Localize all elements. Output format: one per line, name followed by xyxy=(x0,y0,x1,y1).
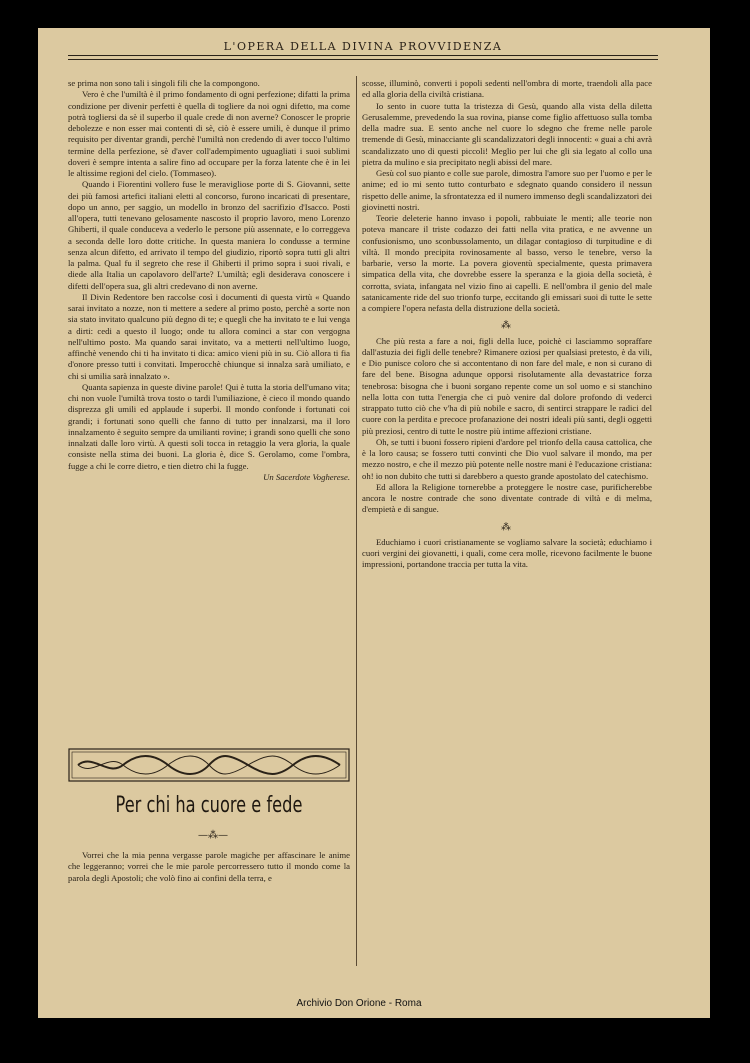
column-divider xyxy=(356,76,357,966)
paragraph: se prima non sono tali i singoli fili che la compongono. xyxy=(68,78,260,88)
paragraph: Vorrei che la mia penna vergasse parole magiche per affascinare le anime che leggeranno; vorrei che le mie parole percorressero tutto il mondo come la parola degli Apostoli; che volò fino ai confini della terra, e xyxy=(68,850,350,883)
right-column xyxy=(362,78,652,571)
paragraph: Il Divin Redentore ben raccolse così i documenti di questa virtù « Quando sarai invitato a nozze, non ti mettere a sedere al primo posto, perchè a sorte non sia stato invitato qualcuno più degno di te; e quegli che ha invitato te e lui venga a dirti: cedi a questo il luogo; onde tu allora cominci a star con vergogna nell'ultimo posto. Ma quando sarai invitato, va a metterti nell'ultimo luogo, affinchè venendo chi ti ha invitato ti dica: amico vieni più in su. Ciò allora ti fia d'onore presso tutti i convitati. Imperocchè chiunque si innalza sarà umiliato, e chi si umilia sarà innalzato ». xyxy=(68,291,350,381)
paragraph: scosse, illuminò, converti i popoli sedenti nell'ombra di morte, traendoli alla pace ed alla gloria della civiltà cristiana. xyxy=(362,78,652,100)
paragraph: Vero è che l'umiltà è il primo fondamento di ogni perfezione; difatti la prima condizione per divenir perfetti è quella di togliere da noi ogni difetto, ma come potrà togliersi da sè il superbo il quale crede di non averne? Conoscer le proprie debolezze e non esser mai contenti di sè, ciò è essere umili, è dunque il primo requisito per diventar grandi, perchè l'umiltà non credendo di aver tocco l'ultimo termine della perfezione, sè d'aver coll'adempimento uguagliati i suoi sublimi doveri è sempre intenta a salire fino ad occupare per la forza latente che è in lei le altissime regioni del cielo. (Tommaseo). xyxy=(68,89,350,178)
paragraph: Che più resta a fare a noi, figli della luce, poichè ci lasciammo sopraffare dall'astuzia dei figli delle tenebre? Rimanere oziosi per qualsiasi pretesto, è da vili, e Dio punisce coloro che si accontentano di non fare del male, e non si curano di fare del bene. Bisogna adunque opporsi risolutamente alla devastatrice forza tenebrosa: bisogna che i buoni sorgano repente come un sol uomo e si stanchino nella lotta con tutta l'energia che ci può venire dal dolore profondo di vederci strappato tutto ciò che v'ha di più nobile e sacro, di sentirci strappare le radici del cuore con la perdita e precoce profanazione dei nostri ideali più santi, degli oggetti più preziosi, centro di tutte le nostre più intime affezioni cristiane. xyxy=(362,335,652,436)
masthead-rule-thin xyxy=(68,59,658,60)
masthead-rule xyxy=(68,55,658,56)
left-column xyxy=(68,78,350,483)
paragraph: Teorie deleterie hanno invaso i popoli, rabbuiate le menti; alle teorie non poteva mancare il triste codazzo dei fatti nella vita pratica, e ne avvenne un confusionismo, uno sconbussolamento, un dilagar contagioso di turpitudine e di viltà. Il mondo precipita rovinosamente al basso, verso le tenebre, verso la barbarie, verso la morte. La povera gioventù specialmente, questa primavera simpatica della vita, che dovrebbe essere la speranza e la gioia della società, è corrotta, sviata, infangata nel vizio fino ai capelli. E nell'ombra il genio del male satanicamente ride del suo trionfo turpe, eccitando gli emissari suoi di tutte le sette a compiere l'opera nefasta della distruzione della società. xyxy=(362,213,652,313)
masthead: L'OPERA DELLA DIVINA PROVVIDENZA xyxy=(223,40,503,53)
paragraph: Ed allora la Religione tornerebbe a proteggere le nostre case, purificherebbe ancora le nostre contrade che sono diventate contrade di viltà e di melma, d'empietà e di sangue. xyxy=(362,481,652,515)
paragraph: Gesù col suo pianto e colle sue parole, dimostra l'amore suo per l'uomo e per le anime; ed io mi sento tutto conturbato e sdegnato quando considero il nessun rispetto delle anime, la sfrontatezza ed il numero immenso degli scandalizzatori dei giovinetti nostri. xyxy=(362,168,652,212)
article-body-left xyxy=(68,850,350,884)
paragraph: Quanta sapienza in queste divine parole! Qui è tutta la storia dell'umano vita; chi non vuole l'umiltà trova tosto o tardi l'umiliazione, è cieco il mondo quando disprezza gli umili ed applaude i superbi. Il mondo confonde i fortunati coi grandi; i fortunati sono quelli che fanno di tutto per innalzarsi, ma il loro innalzamento è seguito sempre da umilianti rovine; i grandi sono quelli che sono innalzati dalle loro virtù. A questi soli tocca in retaggio la vera gloria, la quale consiste nella stima dei buoni. La gloria è, dice S. Gerolamo, come l'ombra, fugge a chi le corre dietro, e tien dietro chi la fugge. xyxy=(68,381,350,471)
asterism: ⁂ xyxy=(501,521,513,533)
title-ornament: —⁂— xyxy=(198,830,228,841)
signature: Un Sacerdote Vogherese. xyxy=(263,471,350,482)
paragraph: Educhiamo i cuori cristianamente se vogliamo salvare la società; educhiamo i cuori vergini dei giovanetti, i quali, come cera molle, ricevono facilmente le buone impressioni, portandone traccia per tutta la vita. xyxy=(362,536,652,570)
archive-caption: Archivio Don Orione - Roma xyxy=(296,998,422,1009)
paragraph: Quando i Fiorentini vollero fuse le meravigliose porte di S. Giovanni, sette dei più famosi artefici italiani eletti al concorso, furono incaricati di presentare, dopo un anno, per saggio, un modello in bronzo del sacrifizio d'Isacco. Posti all'opera, tutti tenevano gelosamente nascosto il proprio lavoro, meno Lorenzo Ghiberti, il quale conduceva a vederlo le persone più assennate, e lo correggeva a seconda delle loro dotte critiche. In questa maniera lo condusse a termine senza alcun difetto, ed arrivato il tempo del giudizio, riportò sopra tutti gli altri la palma. Qual fu il segreto che rese il Ghiberti il primo sopra i suoi rivali, e diede alla Italia un capolavoro dell'arte? L'umiltà; egli desiderava conoscere i difetti dell'opera sua, gli altri credevano di non averne. xyxy=(68,179,350,291)
asterism: ⁂ xyxy=(501,320,513,332)
article-title: Per chi ha cuore e fede xyxy=(115,793,303,818)
paragraph: Oh, se tutti i buoni fossero ripieni d'ardore pel trionfo della causa cattolica, che è la loro causa; se fossero tutti convinti che Dio vuol salvare il mondo, ma per mezzo nostro, e che il mezzo più potente nelle nostre mani è l'educazione cristiana: oh! io non dubito che tutti si darebbero a questo grande apostolato del catechismo. xyxy=(362,436,652,481)
ornamental-border xyxy=(68,748,350,782)
paragraph: Io sento in cuore tutta la tristezza di Gesù, quando alla vista della diletta Gerusalemme, prevedendo la sua rovina, pianse come figlio affettuoso sulla tomba della madre sua. E sento anche nel cuore lo sdegno che freme nelle parole tremende di Gesù, minacciante gli scandalizzatori degli innocenti: « guai a chi avrà scandalizzato uno di questi piccoli! Meglio per lui che gli sia legato al collo una pietra da mulino e sia precipitato negli abissi del mare. xyxy=(362,100,652,167)
newspaper-page xyxy=(38,28,710,1018)
